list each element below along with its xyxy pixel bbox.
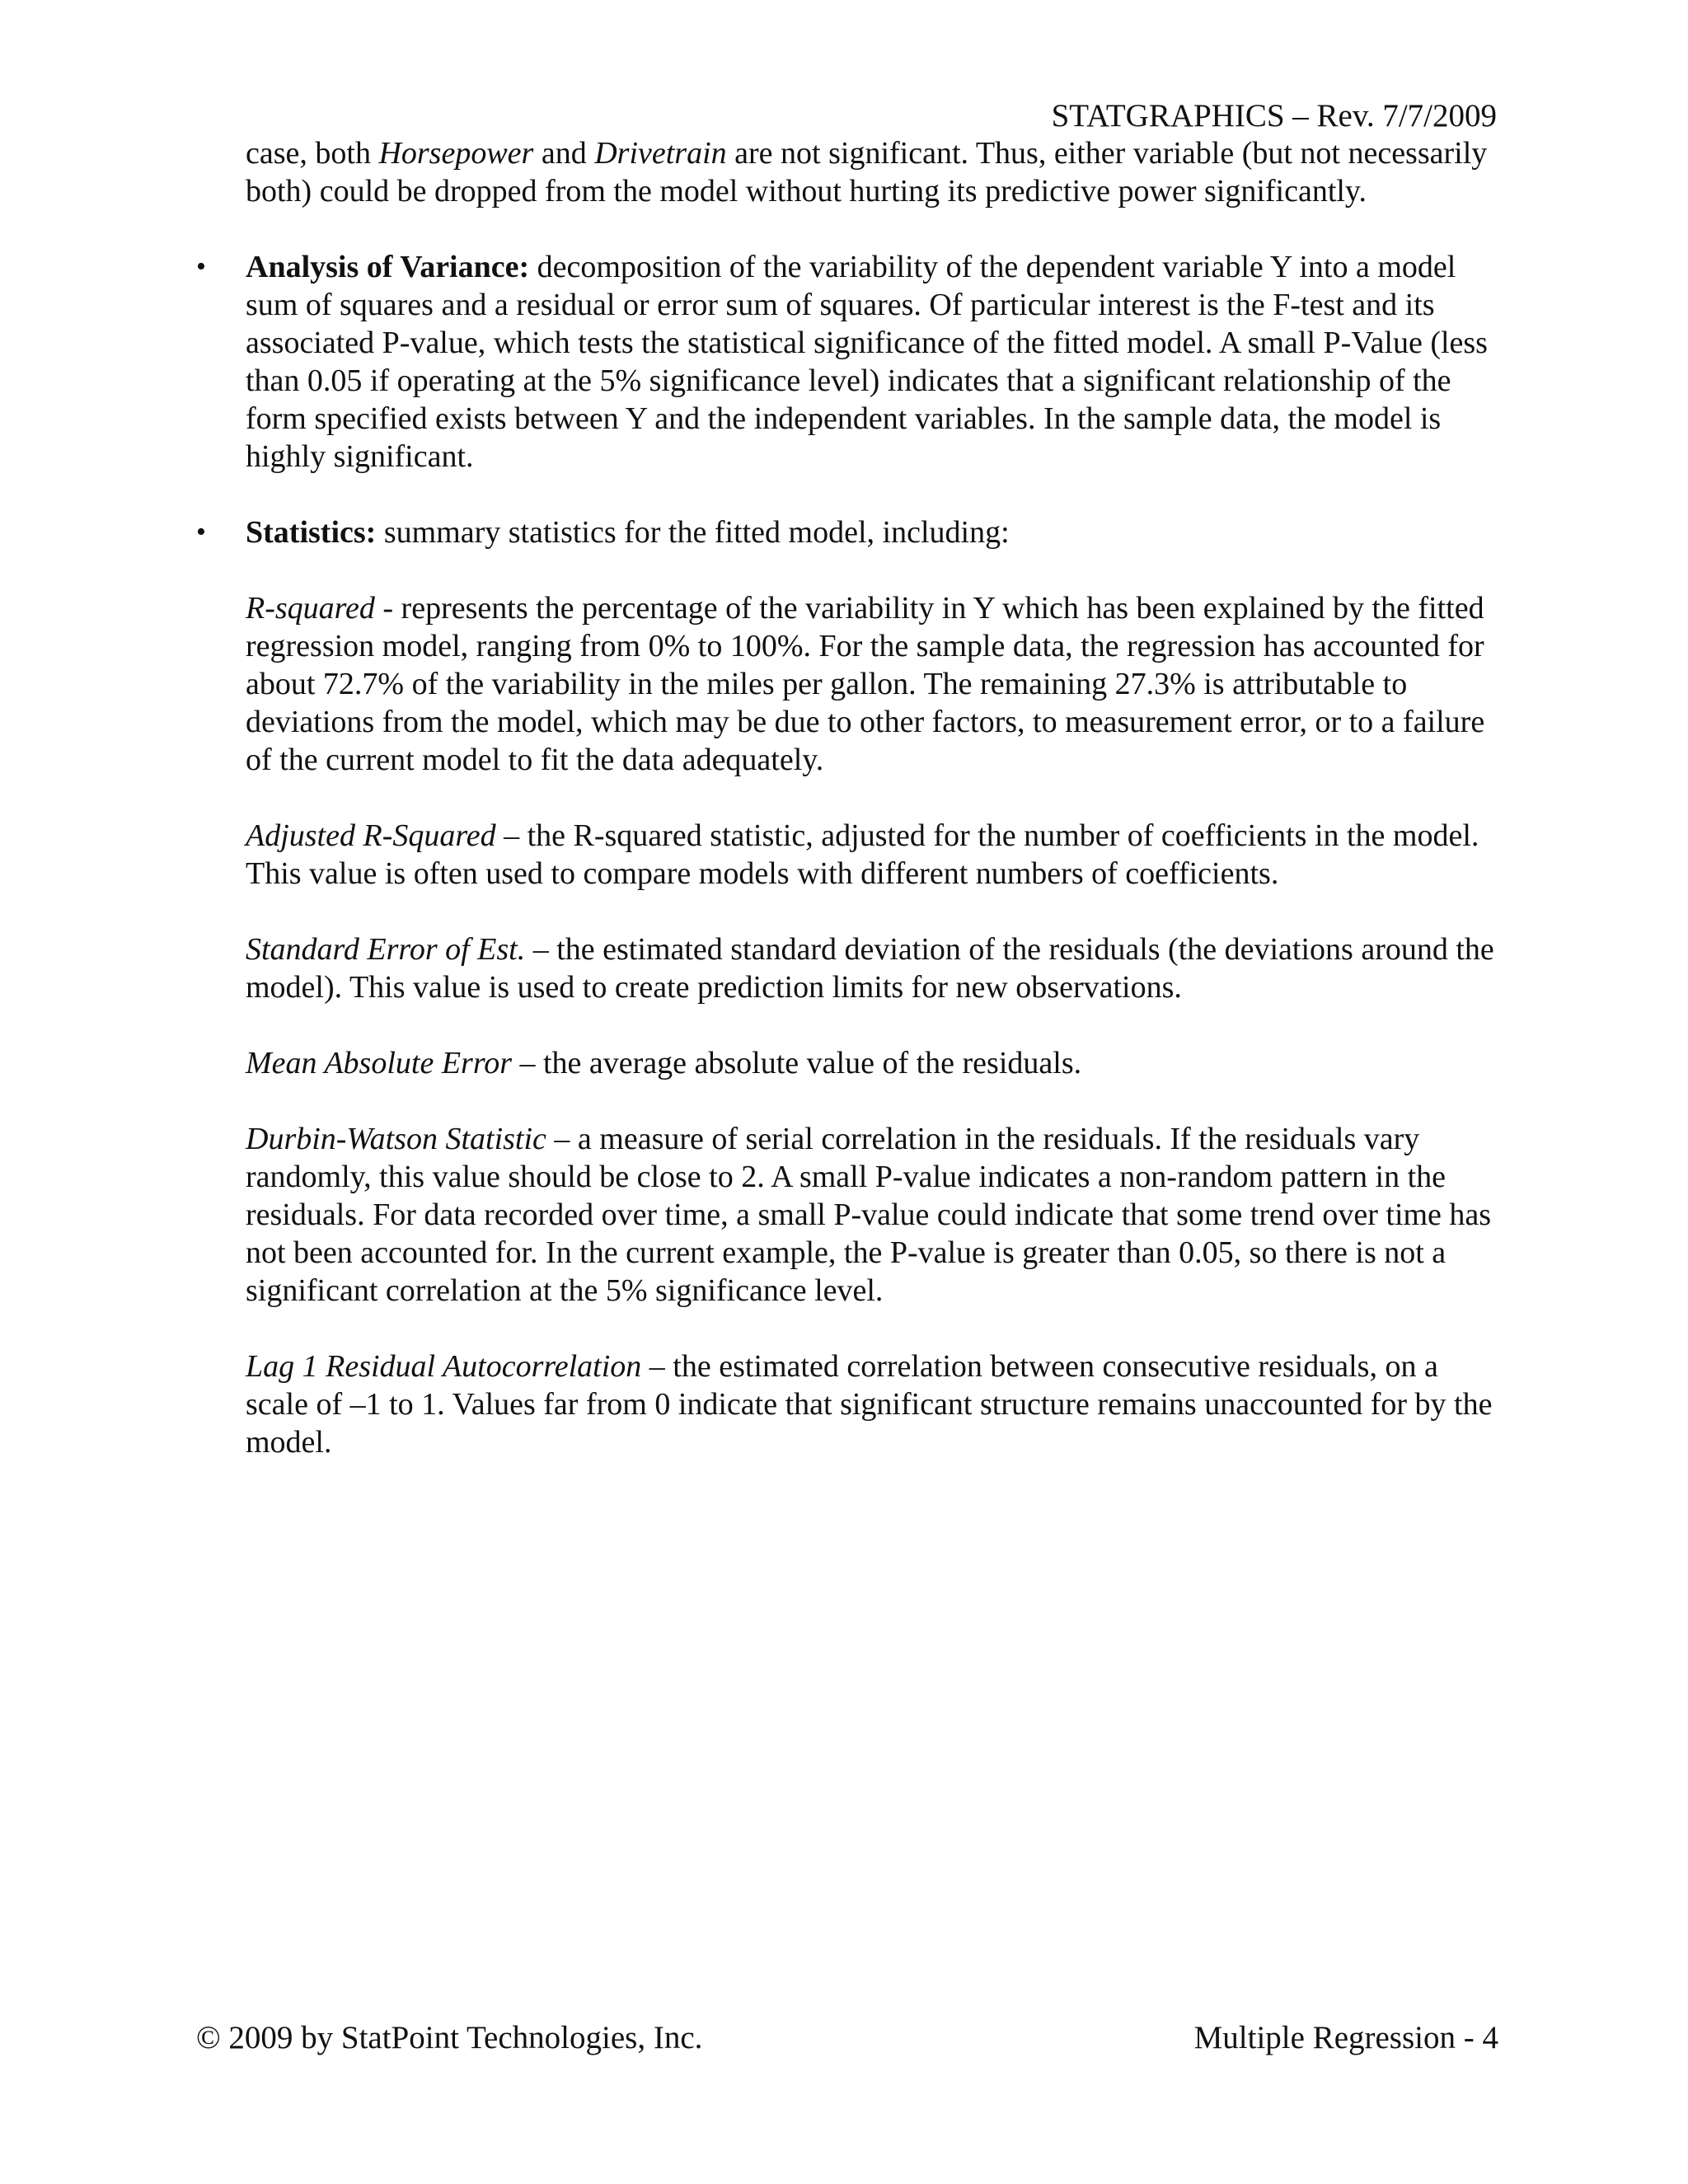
document-body (196, 134, 1507, 1499)
statistic-r-squared (246, 589, 1507, 779)
bullet-statistics (196, 513, 1507, 551)
statistic-text: - represents the percentage of the variability in Y which has been explained by the fitted regression model, ranging from 0% to 100%. For the sample data, the regression has accounted for about 72.7% of the variability in the miles per gallon. The remaining 27.3% is attributable to deviations from the model, which may be due to other factors, to measurement error, or to a failure of the current model to fit the data adequately. (246, 591, 1485, 777)
statistic-text: – a measure of serial correlation in the residuals. If the residuals vary randomly, this value should be close to 2. A small P-value indicates a non-random pattern in the residuals. For data recorded over time, a small P-value could indicate that some trend over time has not been accounted for. In the current example, the P-value is greater than 0.05, so there is not a significant correlation at the 5% significance level. (246, 1122, 1492, 1308)
statistic-adjusted-r-squared (246, 817, 1507, 893)
statistic-text: – the R-squared statistic, adjusted for the number of coefficients in the model. This value is often used to compare models with different numbers of coefficients. (246, 818, 1479, 891)
intro-var-drivetrain: Drivetrain (594, 136, 727, 171)
bullet-analysis-of-variance (196, 248, 1507, 476)
bullet-icon: • (196, 517, 206, 547)
statistic-text: – the average absolute value of the residuals. (511, 1046, 1082, 1080)
bullet-text: decomposition of the variability of the dependent variable Y into a model sum of squares and a residual or error sum of squares. Of particular interest is the F-test and its associated P-value, which tests the statistical significance of the fitted model. A small P-Value (less than 0.05 if operating at the 5% significance level) indicates that a significant relationship of the form specified exists between Y and the independent variables. In the sample data, the model is highly significant. (246, 250, 1488, 474)
statistic-durbin-watson (246, 1120, 1507, 1310)
statistic-lag1-autocorrelation (246, 1347, 1507, 1461)
bullet-icon: • (196, 251, 206, 282)
statistic-mean-absolute-error (246, 1044, 1507, 1082)
statistic-text: – the estimated standard deviation of the residuals (the deviations around the model). This value is used to create prediction limits for new observations. (246, 932, 1494, 1005)
intro-var-horsepower: Horsepower (378, 136, 534, 171)
statistic-term: Mean Absolute Error (246, 1046, 512, 1080)
bullet-text: summary statistics for the fitted model, including: (376, 515, 1010, 550)
statistic-term: Durbin-Watson Statistic (246, 1122, 546, 1156)
statistic-standard-error (246, 930, 1507, 1006)
statistic-term: Lag 1 Residual Autocorrelation (246, 1349, 642, 1384)
intro-text-2: and (533, 136, 595, 171)
statistic-term: R-squared (246, 591, 375, 626)
intro-text-3: are not significant. Thus, either variable (but not necessarily both) could be dropped from the model without hurting its predictive power significantly. (246, 136, 1488, 209)
footer-copyright: © 2009 by StatPoint Technologies, Inc. (196, 2020, 703, 2055)
bullet-term: Statistics: (246, 515, 377, 550)
statistic-text: – the estimated correlation between consecutive residuals, on a scale of –1 to 1. Values far from 0 indicate that significant structure remains unaccounted for by the model. (246, 1349, 1493, 1460)
statistic-term: Adjusted R-Squared (246, 818, 496, 853)
footer-page-number: Multiple Regression - 4 (1193, 2020, 1498, 2055)
statistic-term: Standard Error of Est. (246, 932, 526, 967)
page-footer (196, 2019, 1498, 2057)
intro-paragraph (246, 134, 1507, 210)
page-header: STATGRAPHICS – Rev. 7/7/2009 (1051, 98, 1497, 134)
intro-text-1: case, both (246, 136, 379, 171)
bullet-term: Analysis of Variance: (246, 250, 530, 284)
